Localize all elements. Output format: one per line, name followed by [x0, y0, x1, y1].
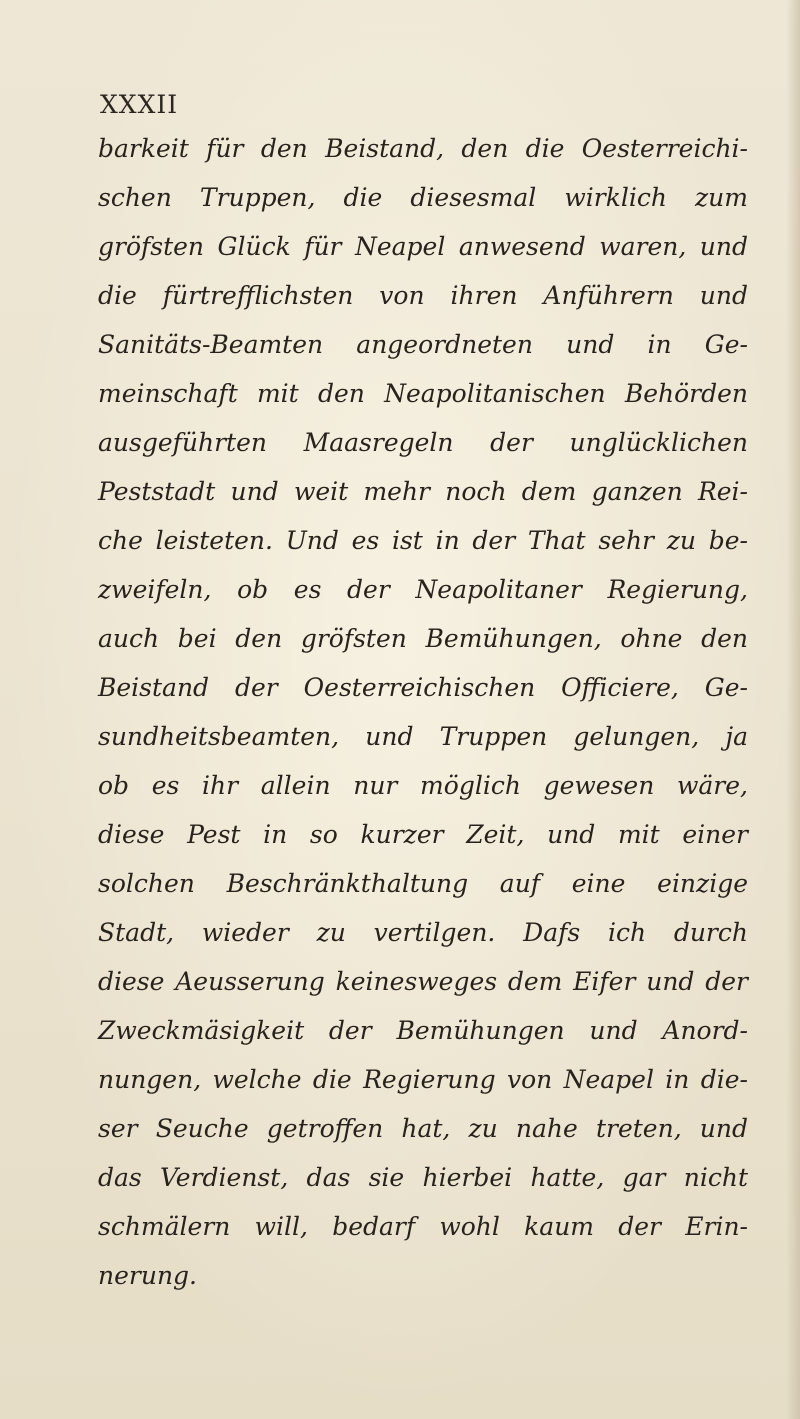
page-edge-shadow — [786, 0, 800, 1419]
text-line: diese Aeusserung keinesweges dem Eifer und der — [98, 967, 748, 996]
text-line: schen Truppen, die diesesmal wirklich zum — [98, 183, 748, 212]
text-line: ob es ihr allein nur möglich gewesen wäre, — [98, 771, 748, 800]
text-line: Sanitäts-Beamten angeordneten und in Ge- — [98, 330, 748, 359]
text-line: diese Pest in so kurzer Zeit, und mit einer — [98, 820, 748, 849]
text-line: ser Seuche getroffen hat, zu nahe treten, und — [98, 1114, 748, 1143]
text-line: Beistand der Oesterreichischen Officiere, Ge- — [98, 673, 748, 702]
text-line: ausgeführten Maasregeln der unglücklichen — [98, 428, 748, 457]
text-line: meinschaft mit den Neapolitanischen Behörden — [98, 379, 748, 408]
text-line: solchen Beschränkthaltung auf eine einzige — [98, 869, 748, 898]
text-line: barkeit für den Beistand, den die Oesterreichi- — [98, 134, 748, 163]
text-line: auch bei den gröfsten Bemühungen, ohne den — [98, 624, 748, 653]
text-line: die fürtrefflichsten von ihren Anführern und — [98, 281, 748, 310]
text-line: Stadt, wieder zu vertilgen. Dafs ich durch — [98, 918, 748, 947]
text-line: nerung. — [98, 1261, 197, 1290]
text-line: zweifeln, ob es der Neapolitaner Regierung, — [98, 575, 748, 604]
body-text — [98, 124, 748, 1300]
text-line: sundheitsbeamten, und Truppen gelungen, ja — [98, 722, 748, 751]
page-number: XXXII — [100, 90, 179, 119]
text-line: che leisteten. Und es ist in der That sehr zu be- — [98, 526, 748, 555]
text-line: Zweckmäsigkeit der Bemühungen und Anord- — [98, 1016, 748, 1045]
text-line: nungen, welche die Regierung von Neapel in die- — [98, 1065, 748, 1094]
text-line: schmälern will, bedarf wohl kaum der Erin- — [98, 1212, 748, 1241]
text-line: das Verdienst, das sie hierbei hatte, gar nicht — [98, 1163, 748, 1192]
text-line: Peststadt und weit mehr noch dem ganzen Rei- — [98, 477, 748, 506]
text-line: gröfsten Glück für Neapel anwesend waren, und — [98, 232, 748, 261]
